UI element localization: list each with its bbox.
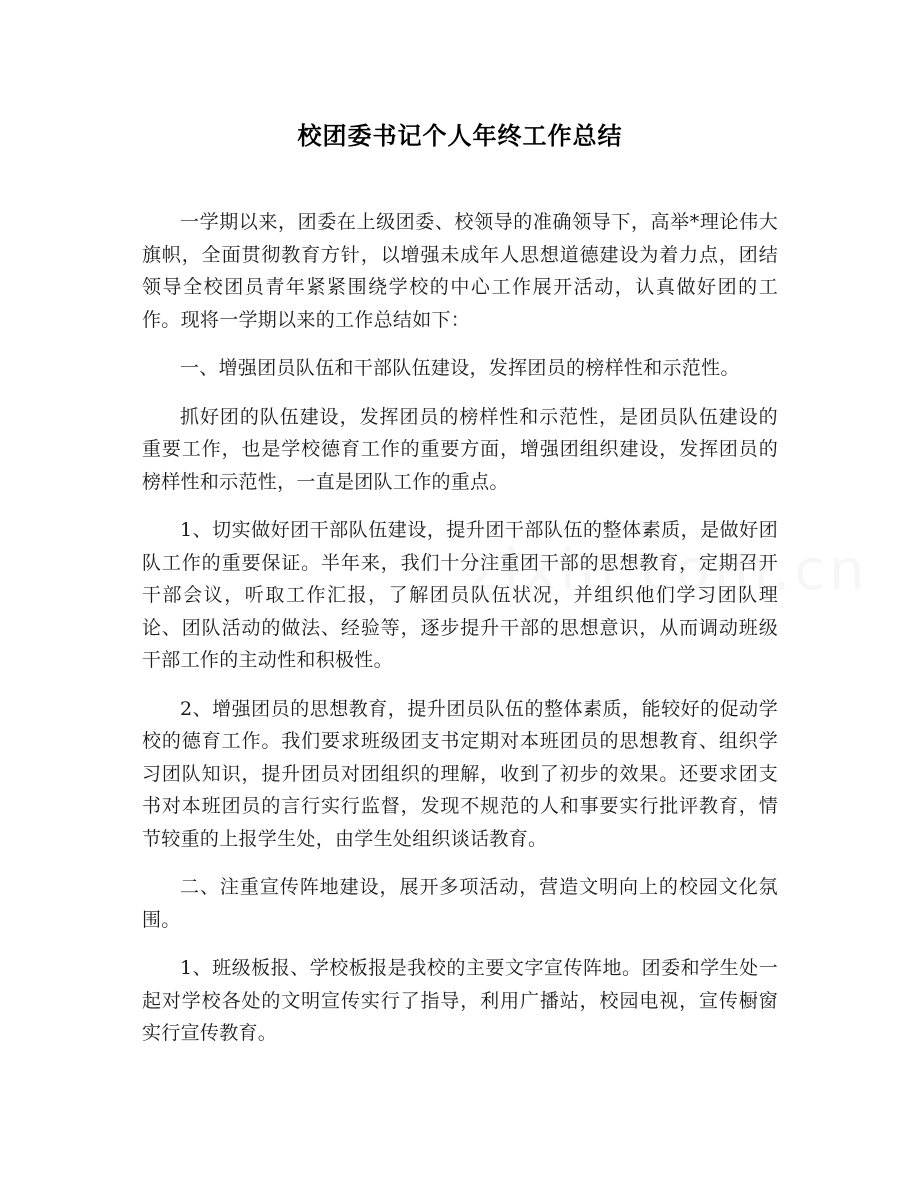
- paragraph-item-1: 1、切实做好团干部队伍建设，提升团干部队伍的整体素质，是做好团队工作的重要保证。半年来，我们十分注重团干部的思想教育，定期召开干部会议，听取工作汇报，了解团员队伍状况，并组织他们学习团队理论、团队活动的做法、经验等，逐步提升干部的思想意识，从而调动班级干部工作的主动性和积极性。: [142, 519, 778, 671]
- document-body: [142, 206, 778, 1066]
- paragraph-section-2-item-1: 1、班级板报、学校板报是我校的主要文字宣传阵地。团委和学生处一起对学校各处的文明宣传实行了指导，利用广播站，校园电视，宣传橱窗实行宣传教育。: [142, 957, 778, 1044]
- document-title: 校团委书记个人年终工作总结: [297, 122, 623, 150]
- paragraph-section-2-heading: 二、注重宣传阵地建设，展开多项活动，营造文明向上的校园文化氛围。: [142, 876, 778, 931]
- paragraph-item-2: 2、增强团员的思想教育，提升团员队伍的整体素质，能较好的促动学校的德育工作。我们要求班级团支书定期对本班团员的思想教育、组织学习团队知识，提升团员对团组织的理解，收到了初步的效果。还要求团支书对本班团员的言行实行监督，发现不规范的人和事要实行批评教育，情节较重的上报学生处，由学生处组织谈话教育。: [142, 697, 778, 850]
- paragraph-section-1-heading: 一、增强团员队伍和干部队伍建设，发挥团员的榜样性和示范性。: [180, 357, 740, 379]
- paragraph-intro: 一学期以来，团委在上级团委、校领导的准确领导下，高举*理论伟大旗帜，全面贯彻教育方针，以增强未成年人思想道德建设为着力点，团结领导全校团员青年紧紧围绕学校的中心工作展开活动，认真做好团的工作。现将一学期以来的工作总结如下：: [142, 211, 778, 331]
- paragraph-section-1-body: 抓好团的队伍建设，发挥团员的榜样性和示范性，是团员队伍建设的重要工作，也是学校德育工作的重要方面，增强团组织建设，发挥团员的榜样性和示范性，一直是团队工作的重点。: [142, 405, 778, 493]
